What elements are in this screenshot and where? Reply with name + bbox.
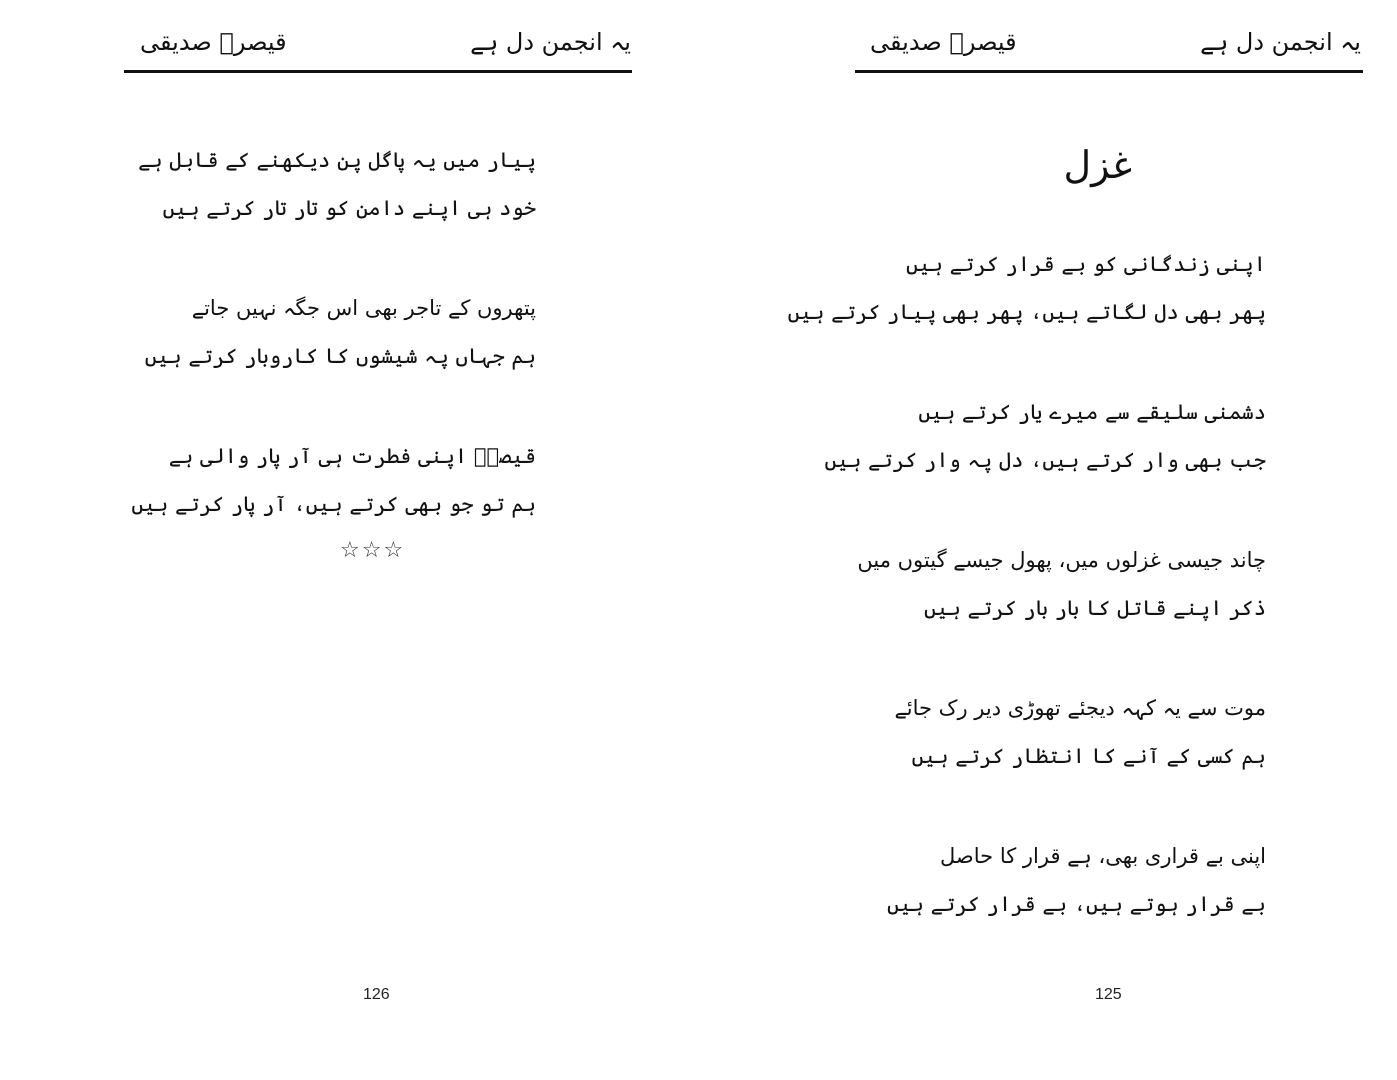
- verse-line: اپنی بے قراری بھی، ہے قرار کا حاصل: [940, 844, 1266, 868]
- couplet: [787, 240, 1266, 336]
- couplet: [887, 832, 1266, 928]
- verse-line: اپنی زندگانی کو بے قرار کرتے ہیں: [906, 252, 1266, 276]
- couplet: [131, 432, 536, 528]
- couplet: [894, 684, 1266, 780]
- verse-line: جب بھی وار کرتے ہیں، دل پہ وار کرتے ہیں: [824, 448, 1266, 472]
- verse-line: قیصرؔ اپنی فطرت ہی آر پار والی ہے: [168, 444, 536, 468]
- verse-line: ہم کسی کے آنے کا انتظار کرتے ہیں: [911, 744, 1266, 768]
- header-rule: [124, 70, 632, 73]
- verse-line: دشمنی سلیقے سے میرے یار کرتے ہیں: [918, 400, 1266, 424]
- verse-line: موت سے یہ کہہ دیجئے تھوڑی دیر رک جائے: [894, 696, 1266, 720]
- header-book-title: یہ انجمن دل ہے: [470, 28, 631, 56]
- verse-line: خود ہی اپنے دامن کو تار تار کرتے ہیں: [162, 196, 536, 220]
- header-book-title: یہ انجمن دل ہے: [1200, 28, 1361, 56]
- verse-line: پھر بھی دل لگاتے ہیں، پھر بھی پیار کرتے ہیں: [787, 300, 1266, 324]
- header-author-name: قیصرؔ صدیقی: [870, 28, 1017, 56]
- star-ornament: ☆☆☆: [340, 538, 406, 563]
- couplet: [824, 388, 1266, 484]
- verse-line: پیار میں یہ پاگل پن دیکھنے کے قابل ہے: [138, 148, 536, 172]
- header-rule: [855, 70, 1363, 73]
- poem-continuation: [131, 136, 536, 528]
- verse-line: بے قرار ہوتے ہیں، بے قرار کرتے ہیں: [887, 892, 1266, 916]
- couplet: [857, 536, 1266, 632]
- page-number: 125: [1095, 986, 1122, 1003]
- ghazal-title: غزل: [1063, 143, 1132, 187]
- verse-line: ہم جہاں پہ شیشوں کا کاروبار کرتے ہیں: [144, 344, 536, 368]
- verse-line: ہم تو جو بھی کرتے ہیں، آر پار کرتے ہیں: [131, 492, 536, 516]
- page-number: 126: [363, 986, 390, 1003]
- verse-line: ذکر اپنے قاتل کا بار بار کرتے ہیں: [923, 596, 1266, 620]
- header-author-name: قیصرؔ صدیقی: [140, 28, 287, 56]
- couplet: [138, 136, 536, 232]
- couplet: [144, 284, 536, 380]
- page-125: [698, 0, 1397, 1080]
- ghazal-poem: [787, 240, 1266, 928]
- verse-line: پتھروں کے تاجر بھی اس جگہ نہیں جاتے: [191, 296, 536, 320]
- verse-line: چاند جیسی غزلوں میں، پھول جیسے گیتوں میں: [857, 548, 1266, 572]
- page-126: [0, 0, 698, 1080]
